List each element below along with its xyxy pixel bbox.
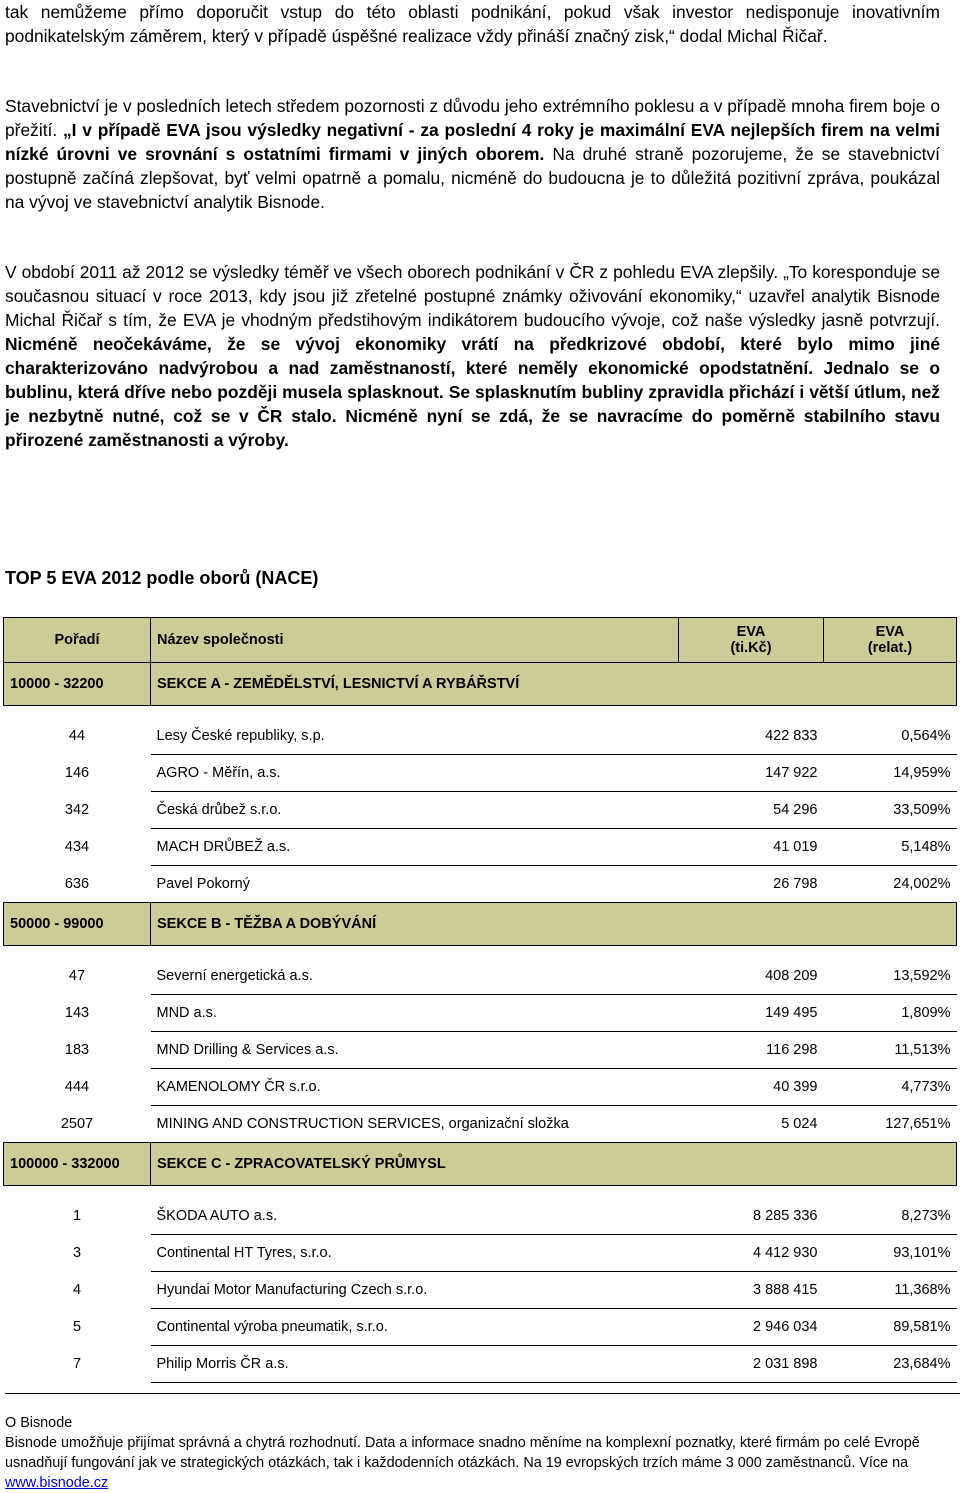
company-name-cell: Severní energetická a.s. — [151, 958, 679, 995]
bisnode-link[interactable]: www.bisnode.cz — [5, 1475, 109, 1491]
eva-abs-cell: 41 019 — [679, 829, 824, 866]
company-name-cell: Continental HT Tyres, s.r.o. — [151, 1235, 679, 1272]
section-code: 50000 - 99000 — [4, 903, 151, 946]
table-row — [4, 1069, 957, 1106]
eva-table — [3, 617, 957, 1383]
table-row — [4, 1032, 957, 1069]
eva-rel-cell: 89,581% — [824, 1309, 957, 1346]
rank-cell: 183 — [64, 1042, 90, 1058]
rank-cell: 146 — [64, 765, 90, 781]
eva-abs-cell: 40 399 — [679, 1069, 824, 1106]
table-row — [4, 755, 957, 792]
table-title: TOP 5 EVA 2012 podle oborů (NACE) — [5, 568, 319, 588]
rank-cell: 434 — [64, 839, 90, 855]
spacer-row — [4, 946, 957, 959]
table-row — [4, 1309, 957, 1346]
rank-cell: 342 — [64, 802, 90, 818]
eva-abs-cell: 149 495 — [679, 995, 824, 1032]
eva-rel-cell: 14,959% — [824, 755, 957, 792]
rank-cell: 3 — [72, 1245, 82, 1261]
table-row — [4, 829, 957, 866]
rank-cell: 636 — [64, 875, 90, 892]
eva-rel-cell: 11,513% — [824, 1032, 957, 1069]
footer — [5, 1393, 960, 1493]
company-name-cell: Continental výroba pneumatik, s.r.o. — [151, 1309, 679, 1346]
section-name: SEKCE A - ZEMĚDĚLSTVÍ, LESNICTVÍ A RYBÁŘSTVÍ — [151, 663, 957, 706]
section-row — [4, 903, 957, 946]
company-name-cell: Philip Morris ČR a.s. — [151, 1346, 679, 1383]
eva-rel-cell: 0,564% — [824, 718, 957, 755]
eva-abs-cell: 147 922 — [679, 755, 824, 792]
eva-abs-cell: 408 209 — [679, 958, 824, 995]
header-rank: Pořadí — [4, 618, 151, 663]
eva-rel-cell: 93,101% — [824, 1235, 957, 1272]
eva-rel-cell: 24,002% — [824, 866, 957, 903]
eva-rel-cell: 8,273% — [824, 1198, 957, 1235]
rank-cell: 7 — [72, 1356, 82, 1372]
company-name-cell: ŠKODA AUTO a.s. — [151, 1198, 679, 1235]
company-name-cell: KAMENOLOMY ČR s.r.o. — [151, 1069, 679, 1106]
table-row — [4, 995, 957, 1032]
eva-abs-cell: 3 888 415 — [679, 1272, 824, 1309]
paragraph-2-intro: Stavebnictví je v posledních letech středem pozornosti z důvodu jeho extrémního poklesu a v případě mnoha firem boje o přežití. — [5, 96, 940, 140]
eva-rel-cell: 23,684% — [824, 1346, 957, 1383]
eva-rel-cell: 13,592% — [824, 958, 957, 995]
table-row — [4, 1235, 957, 1272]
eva-abs-cell: 5 024 — [679, 1106, 824, 1143]
section-code: 100000 - 332000 — [4, 1143, 151, 1186]
table-row — [4, 866, 957, 903]
rank-cell: 44 — [68, 728, 86, 745]
section-row — [4, 663, 957, 706]
section-row — [4, 1143, 957, 1186]
footer-text: Bisnode umožňuje přijímat správná a chytrá rozhodnutí. Data a informace snadno měníme na komplexní poznatky, které firmám po celé Evropě usnadňují fungování jak ve strategických otázkách, tak i každodenních otázkách. Na 19 evropských trzích máme 3 000 zaměstnanců. Více na www.bisnode.cz — [5, 1435, 920, 1491]
eva-abs-cell: 422 833 — [679, 718, 824, 755]
paragraph-3-intro: V období 2011 až 2012 se výsledky téměř ve všech oborech podnikání v ČR z pohledu EVA zlepšily. „To koresponduje se současnou situací v roce 2013, kdy jsou již zřetelné postupné známky oživování ekonomiky,“ uzavřel analytik Bisnode Michal Řičař s tím, že EVA je vhodným předstihovým indikátorem budoucího vývoje, což naše výsledky jasně potvrzují. — [5, 262, 940, 330]
paragraph-3-quote: Nicméně neočekáváme, že se vývoj ekonomiky vrátí na předkrizové období, které bylo mimo jiné charakterizováno nadvýrobou a nad zaměstnaností, které neměly ekonomické opodstatnění. Jednalo se o bublinu, která dříve nebo později musela splasknout. Se splasknutím bubliny zpravidla přichází i větší útlum, než je nezbytně nutné, což se v ČR stalo. Nicméně nyní se zdá, že se navracíme do poměrně stabilního stavu přirozené zaměstnanosti a výroby. — [5, 334, 940, 450]
company-name-cell: MND a.s. — [151, 995, 679, 1032]
company-name-cell: MINING AND CONSTRUCTION SERVICES, organizační složka — [151, 1106, 679, 1143]
footer-heading: O Bisnode — [5, 1415, 73, 1431]
paragraph-3 — [5, 260, 940, 452]
table-row — [4, 958, 957, 995]
eva-abs-cell: 2 031 898 — [679, 1346, 824, 1383]
company-name-cell: Česká drůbež s.r.o. — [151, 792, 679, 829]
eva-rel-cell: 127,651% — [824, 1106, 957, 1143]
eva-rel-cell: 1,809% — [824, 995, 957, 1032]
table-header-row — [4, 618, 957, 663]
rank-cell: 444 — [64, 1079, 90, 1095]
eva-rel-cell: 11,368% — [824, 1272, 957, 1309]
paragraph-2-quote: „I v případě EVA jsou výsledky negativní - za poslední 4 roky je maximální EVA nejlepších firem na velmi nízké úrovni ve srovnání s ostatními firmami v jiných oborem. — [5, 120, 940, 164]
header-name: Název společnosti — [151, 618, 679, 663]
header-eva-abs: EVA (ti.Kč) — [679, 618, 824, 663]
spacer-row — [4, 706, 957, 719]
eva-abs-cell: 8 285 336 — [679, 1198, 824, 1235]
spacer-row — [4, 1186, 957, 1199]
paragraph-2 — [5, 94, 940, 214]
table-row — [4, 1272, 957, 1309]
company-name-cell: MND Drilling & Services a.s. — [151, 1032, 679, 1069]
company-name-cell: AGRO - Měřín, a.s. — [151, 755, 679, 792]
rank-cell: 47 — [68, 968, 86, 985]
rank-cell: 143 — [64, 1005, 90, 1021]
paragraph-2-rest: Na druhé straně pozorujeme, že se stavebnictví postupně začíná zlepšovat, byť velmi opatrně a pomalu, nicméně do budoucna je to důležitá pozitivní zpráva, poukázal na vývoj ve stavebnictví analytik Bisnode. — [5, 144, 940, 212]
section-name: SEKCE C - ZPRACOVATELSKÝ PRŮMYSL — [151, 1143, 957, 1186]
company-name-cell: Pavel Pokorný — [151, 866, 679, 903]
eva-abs-cell: 26 798 — [679, 866, 824, 903]
eva-abs-cell: 54 296 — [679, 792, 824, 829]
eva-rel-cell: 5,148% — [824, 829, 957, 866]
eva-abs-cell: 2 946 034 — [679, 1309, 824, 1346]
eva-abs-cell: 116 298 — [679, 1032, 824, 1069]
rank-cell: 4 — [72, 1282, 82, 1298]
table-row — [4, 792, 957, 829]
table-row — [4, 1106, 957, 1143]
rank-cell: 5 — [72, 1319, 82, 1335]
section-name: SEKCE B - TĚŽBA A DOBÝVÁNÍ — [151, 903, 957, 946]
rank-cell: 2507 — [60, 1115, 94, 1132]
rank-cell: 1 — [72, 1208, 82, 1225]
table-row — [4, 718, 957, 755]
eva-rel-cell: 4,773% — [824, 1069, 957, 1106]
company-name-cell: Lesy České republiky, s.p. — [151, 718, 679, 755]
table-row — [4, 1198, 957, 1235]
company-name-cell: Hyundai Motor Manufacturing Czech s.r.o. — [151, 1272, 679, 1309]
eva-abs-cell: 4 412 930 — [679, 1235, 824, 1272]
company-name-cell: MACH DRŮBEŽ a.s. — [151, 829, 679, 866]
section-code: 10000 - 32200 — [4, 663, 151, 706]
eva-rel-cell: 33,509% — [824, 792, 957, 829]
table-row — [4, 1346, 957, 1383]
header-eva-rel: EVA (relat.) — [824, 618, 957, 663]
paragraph-1: tak nemůžeme přímo doporučit vstup do této oblasti podnikání, pokud však investor nedisponuje inovativním podnikatelským záměrem, který v případě úspěšné realizace vždy přináší značný zisk,“ dodal Michal Řičař. — [5, 2, 940, 46]
